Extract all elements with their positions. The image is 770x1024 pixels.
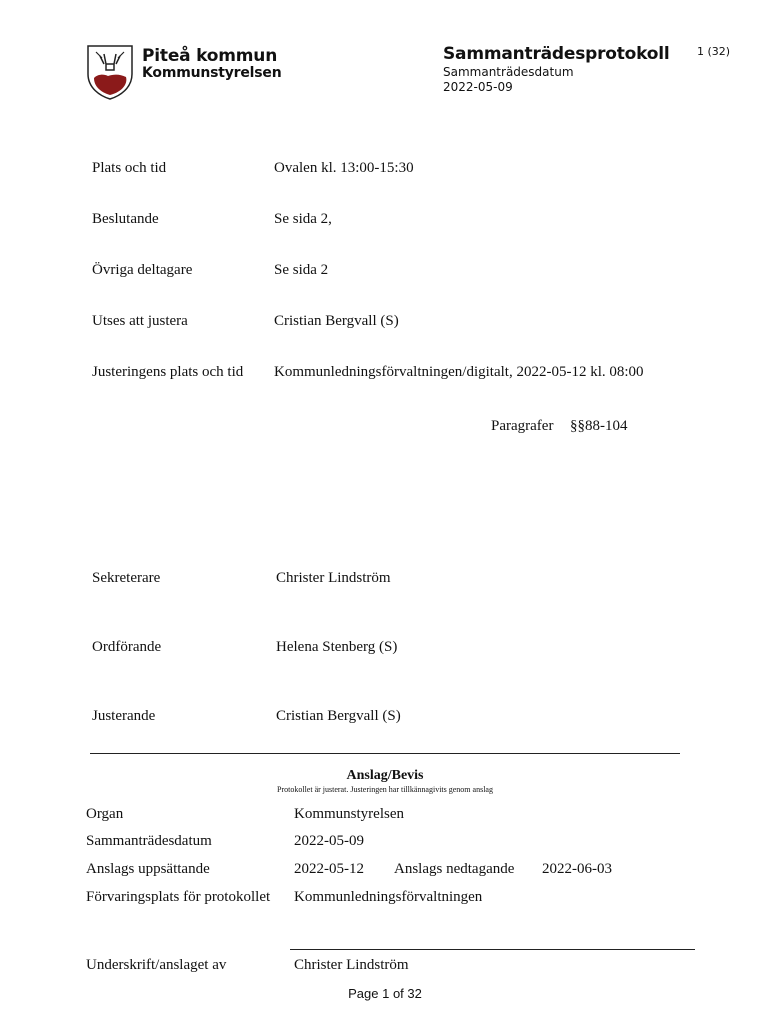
justering-plats-label: Justeringens plats och tid (92, 364, 244, 380)
anslag-note: Protokollet är justerat. Justeringen har tillkännagivits genom anslag (277, 785, 493, 794)
document-title: Sammanträdesprotokoll (443, 44, 670, 64)
anslag-title: Anslag/Bevis (346, 768, 424, 783)
ordforande-value: Helena Stenberg (S) (276, 639, 398, 655)
storage-label: Förvaringsplats för protokollet (86, 889, 271, 905)
organ-label: Organ (86, 806, 124, 822)
justerande-label: Justerande (92, 708, 156, 724)
signature-line (290, 949, 695, 950)
meeting-date-label: Sammanträdesdatum (443, 65, 574, 79)
justera-value: Cristian Bergvall (S) (274, 313, 399, 329)
anslag-date-label: Sammanträdesdatum (86, 833, 212, 849)
municipality-coat-of-arms-icon (86, 44, 134, 100)
beslutande-value: Se sida 2, (274, 211, 332, 227)
justera-label: Utses att justera (92, 313, 188, 329)
signed-value: Christer Lindström (294, 957, 409, 973)
anslag-down-label: Anslags nedtagande (394, 861, 515, 877)
plats-value: Ovalen kl. 13:00-15:30 (274, 160, 414, 176)
justerande-value: Cristian Bergvall (S) (276, 708, 401, 724)
meeting-date: 2022-05-09 (443, 80, 513, 94)
page-count: 1 (32) (697, 45, 731, 58)
anslag-date-value: 2022-05-09 (294, 833, 364, 849)
storage-value: Kommunledningsförvaltningen (294, 889, 483, 905)
org-unit: Kommunstyrelsen (142, 65, 282, 81)
organ-value: Kommunstyrelsen (294, 806, 404, 822)
org-name: Piteå kommun (142, 46, 278, 66)
paragrafer-value: §§88-104 (570, 418, 628, 434)
section-divider (90, 753, 680, 754)
sekreterare-value: Christer Lindström (276, 570, 391, 586)
signed-label: Underskrift/anslaget av (86, 957, 227, 973)
plats-label: Plats och tid (92, 160, 167, 176)
anslag-down-value: 2022-06-03 (542, 861, 612, 877)
anslag-up-value: 2022-05-12 (294, 861, 364, 877)
page-footer: Page 1 of 32 (348, 986, 422, 1001)
ordforande-label: Ordförande (92, 639, 162, 655)
beslutande-label: Beslutande (92, 211, 159, 227)
ovriga-value: Se sida 2 (274, 262, 329, 278)
justering-plats-value: Kommunledningsförvaltningen/digitalt, 2022-05-12 kl. 08:00 (274, 364, 644, 380)
anslag-up-label: Anslags uppsättande (86, 861, 210, 877)
paragrafer-label: Paragrafer (491, 418, 554, 434)
sekreterare-label: Sekreterare (92, 570, 161, 586)
ovriga-label: Övriga deltagare (92, 262, 193, 278)
